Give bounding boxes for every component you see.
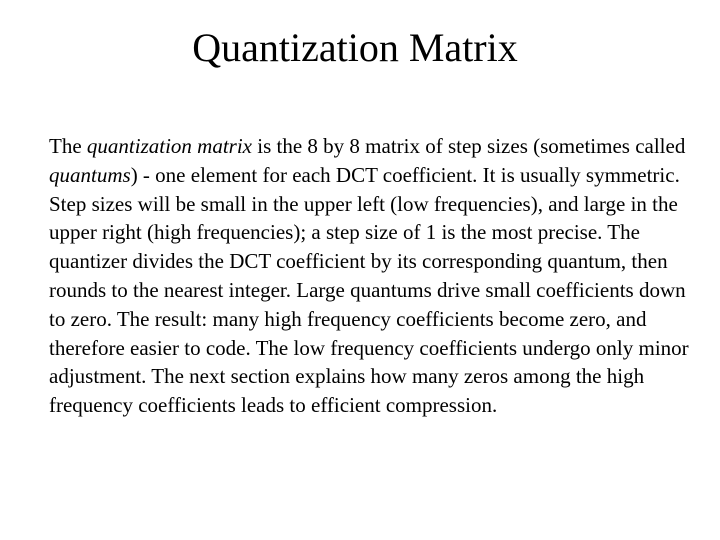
term-quantization-matrix: quantization matrix xyxy=(86,134,252,158)
body-text-segment-2: is the 8 by 8 matrix of step sizes (sometimes called xyxy=(252,134,686,158)
body-text-segment-1: The xyxy=(49,134,87,158)
slide-title: Quantization Matrix xyxy=(192,25,518,70)
body-paragraph xyxy=(49,132,689,420)
body-text-segment-3: ) - one element for each DCT coefficient. It is usually symmetric. Step sizes will be small in the upper left (low frequencies), and large in the upper right (high frequencies); a step size of 1 is the most precise. The quantizer divides the DCT coefficient by its corresponding quantum, then rounds to the nearest integer. Large quantums drive small coefficients down to zero. The result: many high frequency coefficients become zero, and therefore easier to code. The low frequency coefficients undergo only minor adjustment. The next section explains how many zeros among the high frequency coefficients leads to efficient compression. xyxy=(49,162,689,418)
term-quantums: quantums xyxy=(49,162,131,187)
